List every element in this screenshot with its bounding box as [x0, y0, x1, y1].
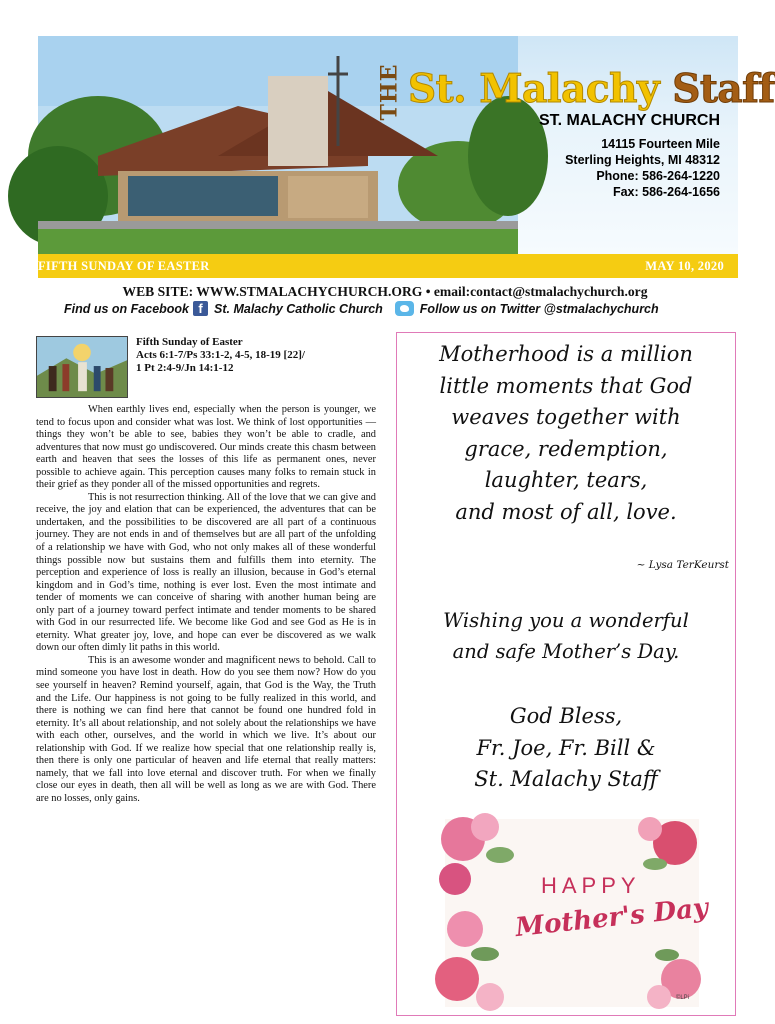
homily-paragraph: This is not resurrection thinking. All of the love that we can give and receive, the joy and elation that can be experienced, the adventures that can be undertaken, and the possibilities to be discovered are all part of a continuous journey. They are not ends in and of themselves but are all part of the unfolding of a relationship we have with God, who not only makes all of these wonderful things possible now but sustains them and fulfills them into eternity. The perception and experience of loss is really an illusion, because in God’s eternal kingdom and in God’s time, nothing is ever lost. Even the most intimate and tender of moments we can conceive of sharing with another human being are only part of a journey toward perfect intimate and tender moments to be shared with God in our resurrected life. We become like God and see God as He is in eternity. What greater joy, love, and hope can ever be discovered as we walk down our often dimly lit paths in this world. — [36, 491, 376, 654]
website-line[interactable]: WEB SITE: WWW.STMALACHYCHURCH.ORG • email:contact@stmalachychurch.org — [122, 284, 648, 299]
church-phone: Phone: 586-264-1220 — [596, 169, 720, 183]
date-bar — [38, 254, 738, 278]
church-address: 14115 Fourteen Mile — [601, 137, 720, 151]
readings-line2: 1 Pt 2:4-9/Jn 14:1-12 — [136, 362, 234, 375]
masthead-title-part1: St. Malachy — [408, 66, 660, 112]
mothers-day-card-image — [445, 819, 710, 1007]
readings-header — [136, 336, 376, 376]
homily-paragraph: When earthly lives end, especially when the person is younger, we tend to focus upon and consider what was lost. We think of lost opportunities — things they won’t be able to see, babies they won’t be able to cradle, and adventures that now must go undiscovered. Our minds create this chasm between earth and heaven that sees the losses of this life as permanent ones, never possible to achieve again. This perception causes many folks to remain stuck in their grief as they ponder all of the missed opportunities and regrets. — [36, 404, 376, 491]
masthead-title-part2: Staff — [672, 66, 775, 112]
card-copyright: ©LPi — [675, 995, 689, 1001]
issue-date: MAY 10, 2020 — [645, 258, 724, 273]
twitter-icon[interactable] — [395, 301, 414, 316]
quote-line: grace, redemption, — [464, 436, 668, 461]
masthead-the: THE — [376, 63, 402, 121]
mothers-day-box — [396, 332, 736, 1016]
homily-text — [36, 404, 376, 806]
homily-paragraph: This is an awesome wonder and magnificent news to behold. Call to mind someone you have lost in death. How do you see them now? How do you see yourself in heaven? Remind yourself, again, that God is the Way, the Truth and the Life. Our happiness is not going to be fully realized in this world, and there is nothing we can find here that cannot be found one hundred fold in eternity. It’s all about relationship, and not solely about the relationships we have with each other, ourselves, and the world in which we live. It’s about our relationship with God. If we realize how special that one relationship really is, then there is only one particular of heaven and life eternal that really matters: namely, that we fall into love eternal and discover truth. For when we finally close our eyes in death, then all will be well as long as we are with God. There are no losses, only gains. — [36, 654, 376, 804]
blessing-signoff — [407, 701, 725, 796]
blessing-line: St. Malachy Staff — [474, 767, 658, 791]
church-fax: Fax: 586-264-1656 — [612, 185, 720, 199]
church-city: Sterling Heights, MI 48312 — [565, 153, 720, 167]
twitter-link[interactable]: Follow us on Twitter @stmalachychurch — [419, 301, 659, 316]
quote-line: weaves together with — [451, 405, 681, 429]
gospel-illustration — [36, 336, 128, 398]
quote-line: and most of all, love. — [455, 499, 677, 524]
quote-line: laughter, tears, — [484, 468, 648, 492]
quote-line: little moments that God — [439, 373, 693, 398]
card-mothers-day-text: Mother's Day — [513, 892, 710, 944]
quote-attribution: ~ Lysa TerKeurst — [636, 559, 729, 571]
blessing-line: Fr. Joe, Fr. Bill & — [476, 735, 656, 760]
quote-line: Motherhood is a million — [439, 342, 693, 366]
church-info — [539, 112, 720, 200]
header-banner — [38, 36, 775, 254]
social-links — [64, 301, 724, 316]
occasion-label: FIFTH SUNDAY OF EASTER — [38, 258, 210, 273]
wish-line: Wishing you a wonderful — [443, 609, 689, 632]
mothers-day-wish — [403, 605, 729, 667]
motherhood-quote — [407, 339, 725, 528]
facebook-icon[interactable]: f — [193, 301, 208, 316]
readings-line1: Acts 6:1-7/Ps 33:1-2, 4-5, 18-19 [22]/ — [136, 349, 305, 362]
facebook-prefix: Find us on Facebook — [64, 301, 190, 316]
card-happy-text: HAPPY — [541, 873, 641, 898]
wish-line: and safe Mother’s Day. — [452, 640, 680, 663]
facebook-page-link[interactable]: St. Malachy Catholic Church — [214, 301, 383, 316]
blessing-line: God Bless, — [509, 704, 623, 728]
readings-title: Fifth Sunday of Easter — [136, 336, 243, 348]
church-name: ST. MALACHY CHURCH — [538, 112, 720, 129]
